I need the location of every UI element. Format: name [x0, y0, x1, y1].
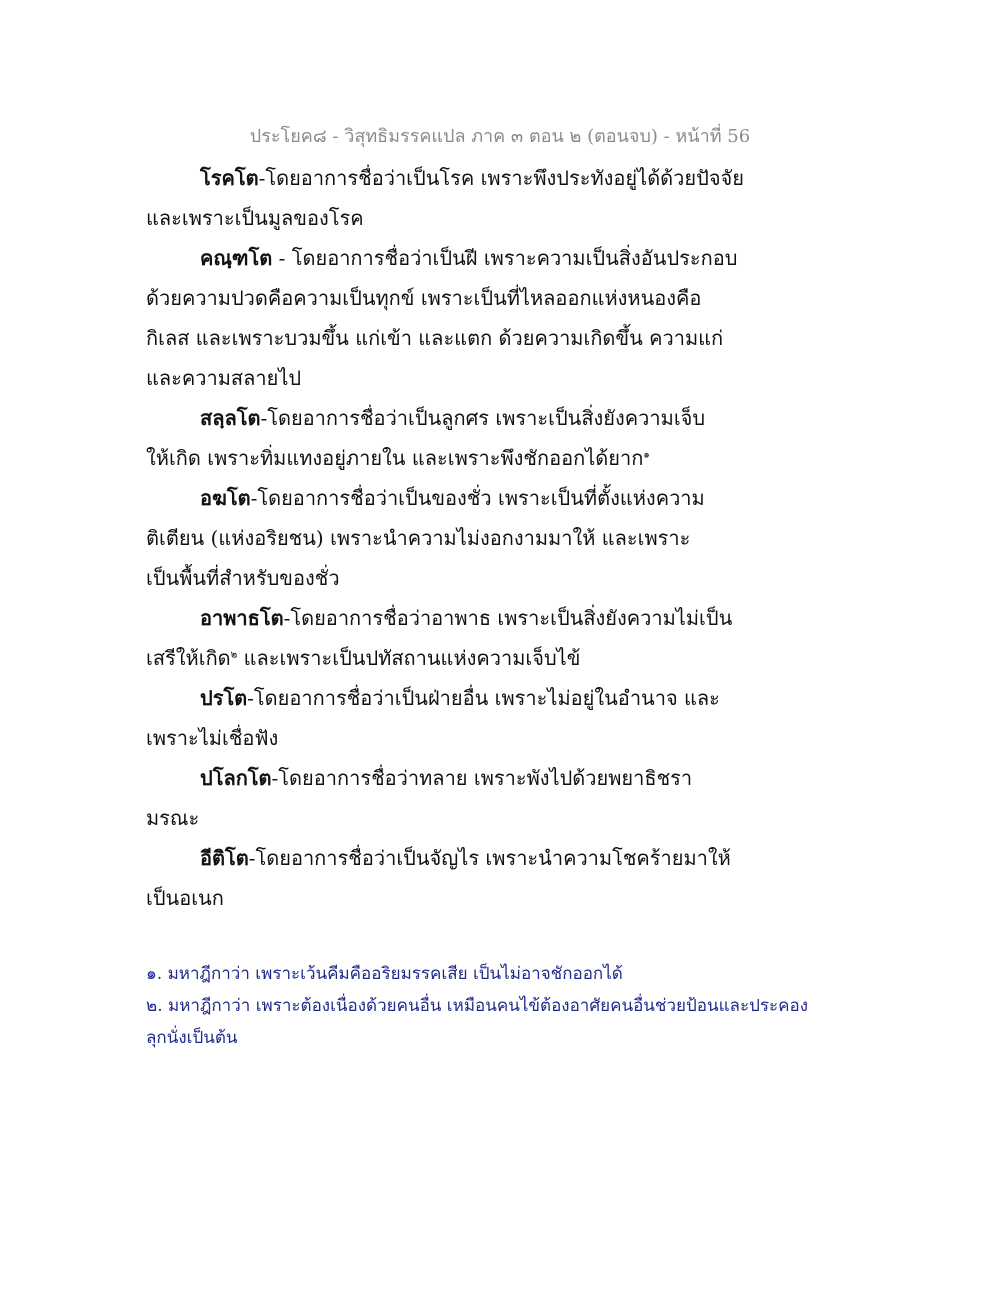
term-heading: อีติโต — [200, 846, 249, 870]
paragraph-line: กิเลส และเพราะบวมขึ้น แก่เข้า และแตก ด้วยความเกิดขึ้น ความแก่ — [146, 326, 724, 350]
page-header: ประโยค๘ - วิสุทธิมรรคแปล ภาค ๓ ตอน ๒ (ตอนจบ) - หน้าที่ 56 — [249, 126, 751, 147]
definition-text: -โดยอาการชื่อว่าเป็นโรค เพราะพึงประทังอยู่ได้ด้วยปัจจัย — [258, 166, 744, 190]
paragraph-parato — [146, 678, 866, 758]
footnotes — [146, 958, 846, 1054]
paragraph-sallato — [146, 398, 866, 478]
paragraph-palokato — [146, 758, 866, 838]
paragraph-line: และความสลายไป — [146, 366, 302, 390]
paragraph-line — [146, 638, 866, 678]
term-heading: อฆโต — [200, 486, 251, 510]
paragraph-line — [146, 158, 866, 198]
term-heading: อาพาธโต — [200, 606, 284, 630]
footnote-reference[interactable]: ๑ — [643, 449, 650, 461]
paragraph-line: เพราะไม่เชื่อฟัง — [146, 726, 279, 750]
paragraph-itito — [146, 838, 866, 918]
paragraph-line: และเพราะเป็นมูลของโรค — [146, 206, 364, 230]
paragraph-line: ด้วยความปวดคือความเป็นทุกข์ เพราะเป็นที่ไหลออกแห่งหนองคือ — [146, 286, 702, 310]
paragraph-gandato — [146, 238, 866, 398]
paragraph-line: เป็นอเนก — [146, 886, 224, 910]
paragraph-line — [146, 478, 866, 518]
paragraph-aghato — [146, 478, 866, 598]
definition-text: -โดยอาการชื่อว่าทลาย เพราะพังไปด้วยพยาธิชรา — [271, 766, 693, 790]
paragraph-line — [146, 438, 866, 478]
definition-text: -โดยอาการชื่อว่าอาพาธ เพราะเป็นสิ่งยังความไม่เป็น — [283, 606, 733, 630]
definition-text: - โดยอาการชื่อว่าเป็นฝี เพราะความเป็นสิ่งอันประกอบ — [272, 246, 738, 270]
paragraph-line — [146, 678, 866, 718]
paragraph-abadhato — [146, 598, 866, 678]
footnote-2: ๒. มหาฎีกาว่า เพราะต้องเนื่องด้วยคนอื่น เหมือนคนไข้ต้องอาศัยคนอื่นช่วยป้อนและประคอง — [146, 996, 809, 1016]
definition-text: และเพราะเป็นปทัสถานแห่งความเจ็บไข้ — [237, 646, 581, 670]
paragraph-line — [146, 598, 866, 638]
definition-text: ให้เกิด เพราะทิ่มแทงอยู่ภายใน และเพราะพึงชักออกได้ยาก — [146, 446, 644, 470]
term-heading: ปรโต — [200, 686, 248, 710]
term-heading: สลฺลโต — [200, 406, 261, 430]
paragraph-rogato — [146, 158, 866, 238]
paragraph-line: ติเตียน (แห่งอริยชน) เพราะนำความไม่งอกงามมาให้ และเพราะ — [146, 526, 691, 550]
paragraph-line: เป็นพื้นที่สำหรับของชั่ว — [146, 566, 340, 590]
footnote-reference[interactable]: ๒ — [230, 649, 238, 661]
definition-text: -โดยอาการชื่อว่าเป็นฝ่ายอื่น เพราะไม่อยู่ในอำนาจ และ — [247, 686, 720, 710]
paragraph-line — [146, 758, 866, 798]
paragraph-line — [146, 398, 866, 438]
footnote-2-continued: ลุกนั่งเป็นต้น — [146, 1028, 238, 1048]
paragraph-line — [146, 238, 866, 278]
term-heading: ปโลกโต — [200, 766, 272, 790]
term-heading: คณฺฑโต — [200, 246, 273, 270]
definition-text: -โดยอาการชื่อว่าเป็นของชั่ว เพราะเป็นที่ตั้งแห่งความ — [250, 486, 705, 510]
definition-text: -โดยอาการชื่อว่าเป็นลูกศร เพราะเป็นสิ่งยังความเจ็บ — [260, 406, 706, 430]
paragraph-line: มรณะ — [146, 806, 200, 830]
main-text — [146, 158, 866, 918]
paragraph-line — [146, 838, 866, 878]
definition-text: -โดยอาการชื่อว่าเป็นจัญไร เพราะนำความโชคร้ายมาให้ — [248, 846, 731, 870]
definition-text: เสรีให้เกิด — [146, 646, 231, 670]
term-heading: โรคโต — [200, 166, 259, 190]
footnote-1: ๑. มหาฎีกาว่า เพราะเว้นคีมคืออริยมรรคเสีย เป็นไม่อาจชักออกได้ — [146, 964, 623, 984]
